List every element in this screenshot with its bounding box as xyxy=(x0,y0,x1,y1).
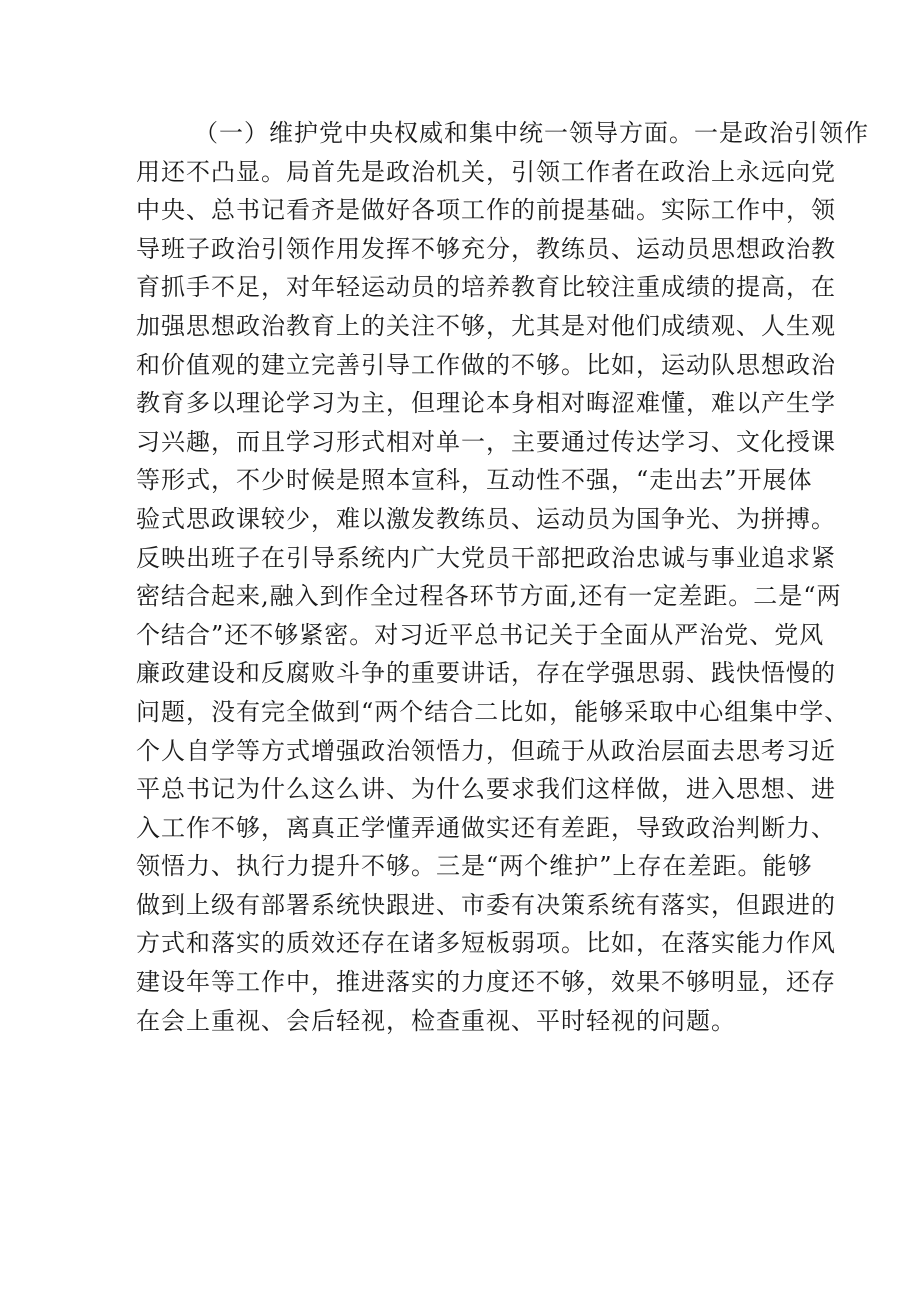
paragraph-line: 导班子政治引领作用发挥不够充分，教练员、运动员思想政治教 xyxy=(136,234,836,263)
paragraph-line: 验式思政课较少，难以激发教练员、运动员为国争光、为拼搏。 xyxy=(136,504,836,533)
paragraph-line: 和价值观的建立完善引导工作做的不够。比如，运动队思想政治 xyxy=(136,350,836,379)
paragraph-line: 方式和落实的质效还存在诸多短板弱项。比如，在落实能力作风 xyxy=(136,929,836,958)
paragraph-line: 个人自学等方式增强政治领悟力，但疏于从政治层面去思考习近 xyxy=(136,736,836,765)
paragraph-line: 中央、总书记看齐是做好各项工作的前提基础。实际工作中，领 xyxy=(136,196,836,225)
paragraph-line: 密结合起来,融入到作全过程各环节方面,还有一定差距。二是“两 xyxy=(136,582,842,611)
paragraph-line: 入工作不够，离真正学懂弄通做实还有差距，导致政治判断力、 xyxy=(136,813,836,842)
paragraph-line: 育抓手不足，对年轻运动员的培养教育比较注重成绩的提高，在 xyxy=(136,273,836,302)
paragraph-line: 平总书记为什么这么讲、为什么要求我们这样做，进入思想、进 xyxy=(136,775,836,804)
paragraph-line: 建设年等工作中，推进落实的力度还不够，效果不够明显，还存 xyxy=(136,968,836,997)
paragraph-line: 习兴趣，而且学习形式相对单一，主要通过传达学习、文化授课 xyxy=(136,427,836,456)
paragraph-line: 等形式，不少时候是照本宣科，互动性不强，“走出去”开展体 xyxy=(136,466,813,495)
paragraph-line: 加强思想政治教育上的关注不够，尤其是对他们成绩观、人生观 xyxy=(136,311,836,340)
paragraph-line: 做到上级有部署系统快跟进、市委有决策系统有落实，但跟进的 xyxy=(136,890,836,919)
body-paragraph xyxy=(136,114,869,1040)
paragraph-line: 领悟力、执行力提升不够。三是“两个维护”上存在差距。能够 xyxy=(136,852,813,881)
paragraph-line: 教育多以理论学习为主，但理论本身相对晦涩难懂，难以产生学 xyxy=(136,389,836,418)
paragraph-line: 在会上重视、会后轻视，检查重视、平时轻视的问题。 xyxy=(136,1006,736,1035)
paragraph-line: 用还不凸显。局首先是政治机关，引领工作者在政治上永远向党 xyxy=(136,157,836,186)
paragraph-line: （一）维护党中央权威和集中统一领导方面。一是政治引领作 xyxy=(194,119,869,147)
paragraph-line: 反映出班子在引导系统内广大党员干部把政治忠诚与事业追求紧 xyxy=(136,543,836,572)
paragraph-line: 廉政建设和反腐败斗争的重要讲话，存在学强思弱、践快悟慢的 xyxy=(136,659,836,688)
paragraph-line: 问题，没有完全做到“两个结合二比如，能够采取中心组集中学、 xyxy=(136,697,850,726)
paragraph-line: 个结合”还不够紧密。对习近平总书记关于全面从严治党、党风 xyxy=(136,620,825,649)
